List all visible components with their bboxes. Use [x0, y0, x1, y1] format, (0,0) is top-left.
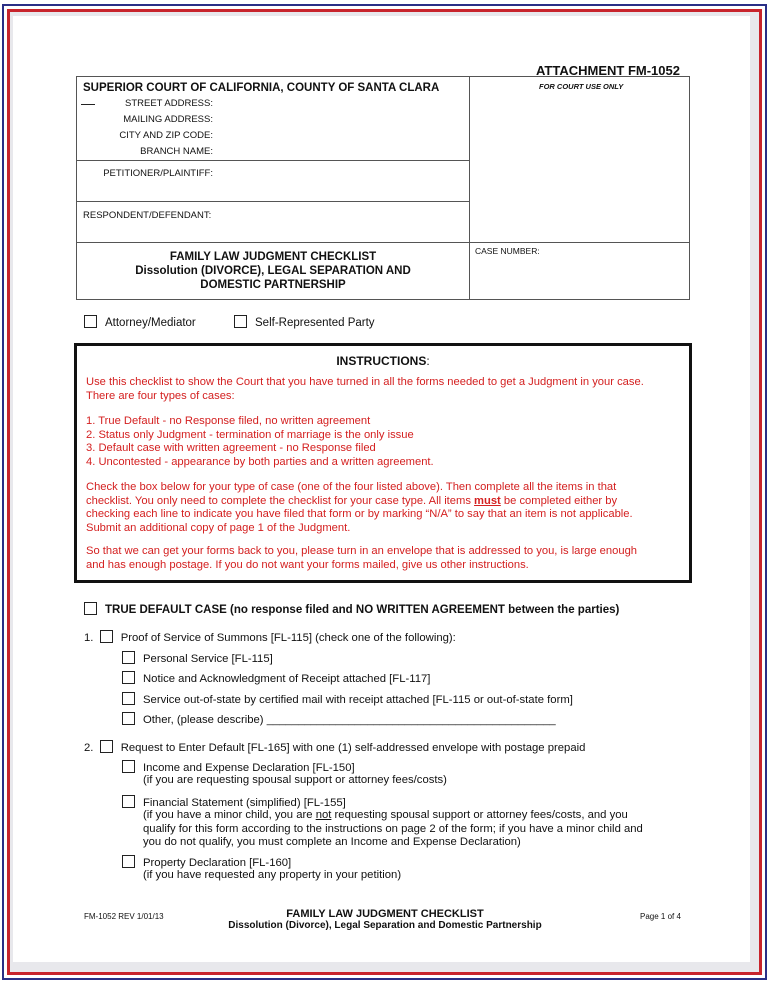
income-expense-option[interactable]: Income and Expense Declaration [FL-150] [122, 760, 355, 776]
self-represented-option[interactable]: Self-Represented Party [234, 315, 375, 329]
item-1[interactable]: 1. Proof of Service of Summons [FL-115] (check one of the following): [84, 632, 456, 644]
for-court-use-label: FOR COURT USE ONLY [539, 82, 624, 91]
case-number-label: CASE NUMBER: [475, 246, 540, 256]
form-title: FAMILY LAW JUDGMENT CHECKLIST Dissolution (DIVORCE), LEGAL SEPARATION AND DOMESTIC PARTNERSHIP [135, 251, 411, 291]
court-name: SUPERIOR COURT OF CALIFORNIA, COUNTY OF SANTA CLARA [83, 82, 440, 94]
property-note: (if you have requested any property in your petition) [143, 869, 402, 881]
property-declaration-option[interactable]: Property Declaration [FL-160] [122, 855, 291, 871]
caption-header [76, 76, 690, 300]
instructions-heading: INSTRUCTIONS: [336, 354, 430, 368]
branch-name-label: BRANCH NAME: [140, 146, 213, 157]
personal-service-checkbox[interactable] [122, 651, 135, 664]
page-number: Page 1 of 4 [640, 912, 681, 921]
street-address-label: STREET ADDRESS: [125, 98, 213, 109]
service-out-of-state-checkbox[interactable] [122, 692, 135, 705]
attachment-label: ATTACHMENT FM-1052 [536, 63, 680, 78]
case-types-list: 1. True Default - no Response filed, no written agreement 2. Status only Judgment - termination of marriage is the only issue 3. Default case with written agreement - no Response filed 4. Uncontested - appearance by both parties and a written agreement. [86, 415, 434, 468]
footer-title: FAMILY LAW JUDGMENT CHECKLIST Dissolution (Divorce), Legal Separation and Domestic Partnership [228, 908, 542, 931]
notice-acknowledgment-option[interactable]: Notice and Acknowledgment of Receipt attached [FL-117] [122, 671, 430, 687]
service-out-of-state-option[interactable]: Service out-of-state by certified mail with receipt attached [FL-115 or out-of-state form] [122, 692, 573, 708]
respondent-label: RESPONDENT/DEFENDANT: [83, 210, 212, 221]
item-2[interactable]: 2. Request to Enter Default [FL-165] with one (1) self-addressed envelope with postage prepaid [84, 742, 586, 754]
item-1-checkbox[interactable] [100, 630, 113, 643]
instructions-box [74, 343, 692, 583]
true-default-case-option[interactable]: TRUE DEFAULT CASE (no response filed and NO WRITTEN AGREEMENT between the parties) [84, 602, 619, 616]
self-represented-checkbox[interactable] [234, 315, 247, 328]
instructions-checklist-text: Check the box below for your type of case (one of the four listed above). Then complete all the items in that checklist. You only need to complete the checklist for your case type. All items must be completed either by checking each line to indicate you have filed that form or by marking “N/A” to say that an item is not applicable. Submit an additional copy of page 1 of the Judgment. [86, 481, 633, 534]
income-expense-checkbox[interactable] [122, 760, 135, 773]
financial-statement-option[interactable]: Financial Statement (simplified) [FL-155] [122, 795, 346, 811]
city-zip-label: CITY AND ZIP CODE: [119, 130, 213, 141]
personal-service-option[interactable]: Personal Service [FL-115] [122, 651, 273, 667]
mailing-address-label: MAILING ADDRESS: [123, 114, 213, 125]
petitioner-label: PETITIONER/PLAINTIFF: [103, 168, 213, 179]
financial-statement-checkbox[interactable] [122, 795, 135, 808]
income-note: (if you are requesting spousal support or attorney fees/costs) [143, 774, 447, 786]
true-default-checkbox[interactable] [84, 602, 97, 615]
property-declaration-checkbox[interactable] [122, 855, 135, 868]
notice-acknowledgment-checkbox[interactable] [122, 671, 135, 684]
item-2-checkbox[interactable] [100, 740, 113, 753]
form-id: FM-1052 REV 1/01/13 [84, 912, 164, 921]
financial-note: (if you have a minor child, you are not requesting spousal support or attorney fees/costs, and you qualify for this form according to the instructions on page 2 of the form; if you have a minor child and you do not qualify, you must complete an Income and Expense Declaration) [143, 809, 643, 848]
attorney-option[interactable]: Attorney/Mediator [84, 315, 196, 329]
attorney-checkbox[interactable] [84, 315, 97, 328]
instructions-intro: Use this checklist to show the Court that you have turned in all the forms needed to get a Judgment in your case. There are four types of cases: [86, 376, 644, 402]
instructions-envelope-text: So that we can get your forms back to you, please turn in an envelope that is addressed to you, is large enough and has enough postage. If you do not want your forms mailed, give us other instructions. [86, 545, 638, 571]
other-checkbox[interactable] [122, 712, 135, 725]
other-option[interactable]: Other, (please describe) ______________________________________________ [122, 712, 556, 728]
